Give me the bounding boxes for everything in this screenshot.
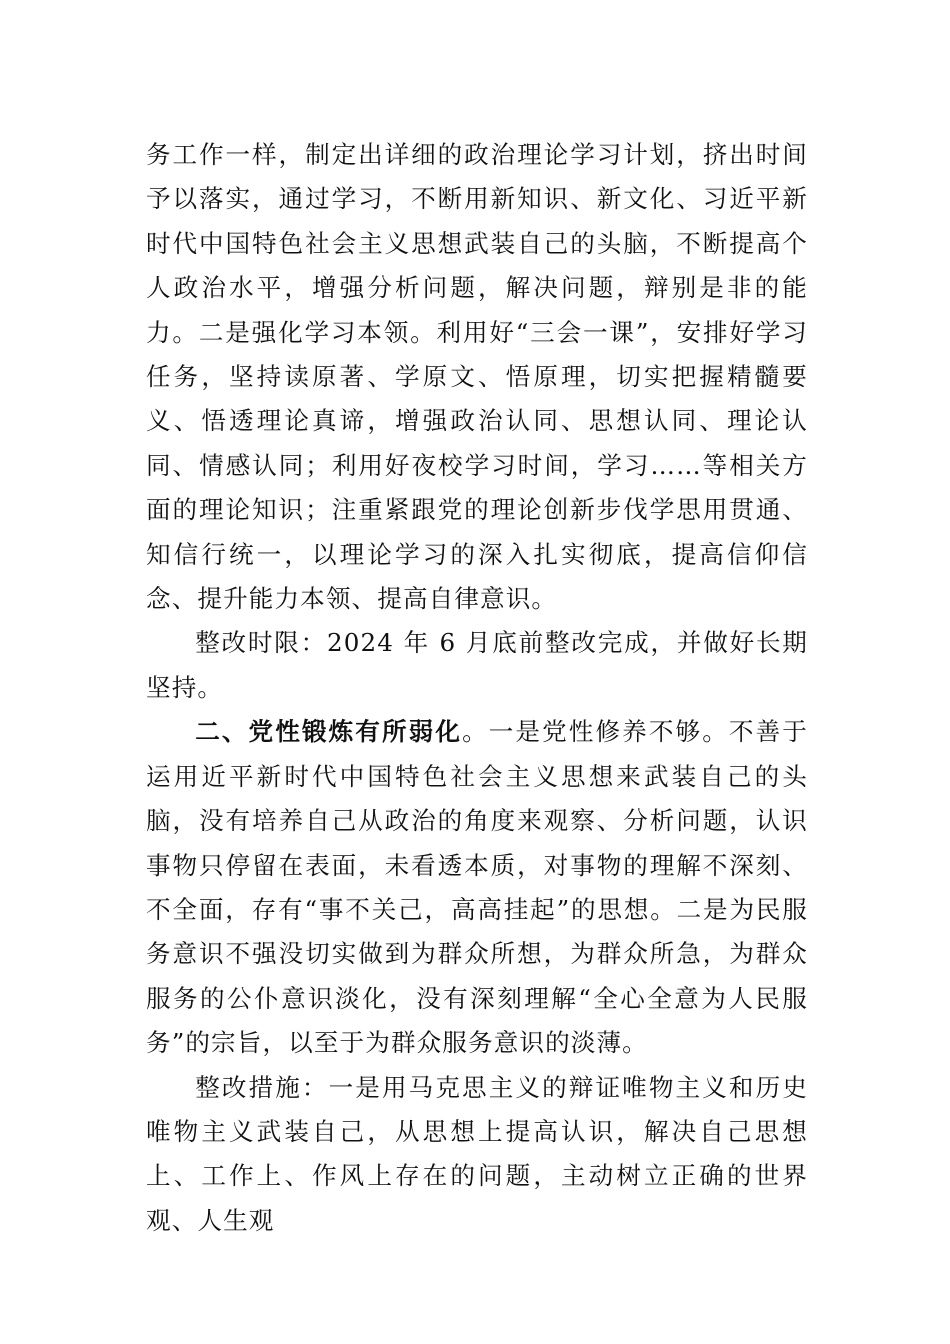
paragraph-party-spirit-body: 。一是党性修养不够。不善于运用近平新时代中国特色社会主义思想来武装自己的头脑，没有培养自己从政治的角度来观察、分析问题，认识事物只停留在表面，未看透本质，对事物的理解不深刻、不全面，存有“事不关己，高高挂起”的思想。二是为民服务意识不强没切实做到为群众所想，为群众所急，为群众服务的公仆意识淡化，没有深刻理解“全心全意为人民服务”的宗旨，以至于为群众服务意识的淡薄。	[146, 717, 808, 1058]
paragraph-rectification-measures: 整改措施：一是用马克思主义的辩证唯物主义和历史唯物主义武装自己，从思想上提高认识，解决自己思想上、工作上、作风上存在的问题，主动树立正确的世界观、人生观	[146, 1072, 808, 1235]
document-body	[146, 133, 808, 1243]
paragraph-party-spirit	[146, 710, 808, 1065]
paragraph-rectification-deadline: 整改时限：2024 年 6 月底前整改完成，并做好长期坚持。	[146, 628, 808, 702]
section-heading-party-spirit: 二、党性锻炼有所弱化	[195, 717, 463, 747]
paragraph-study-plan-continued: 务工作一样，制定出详细的政治理论学习计划，挤出时间予以落实，通过学习，不断用新知识、新文化、习近平新时代中国特色社会主义思想武装自己的头脑，不断提高个人政治水平，增强分析问题，解决问题，辩别是非的能力。二是强化学习本领。利用好“三会一课”，安排好学习任务，坚持读原著、学原文、悟原理，切实把握精髓要义、悟透理论真谛，增强政治认同、思想认同、理论认同、情感认同；利用好夜校学习时间，学习……等相关方面的理论知识；注重紧跟党的理论创新步伐学思用贯通、知信行统一，以理论学习的深入扎实彻底，提高信仰信念、提升能力本领、提高自律意识。	[146, 140, 808, 614]
